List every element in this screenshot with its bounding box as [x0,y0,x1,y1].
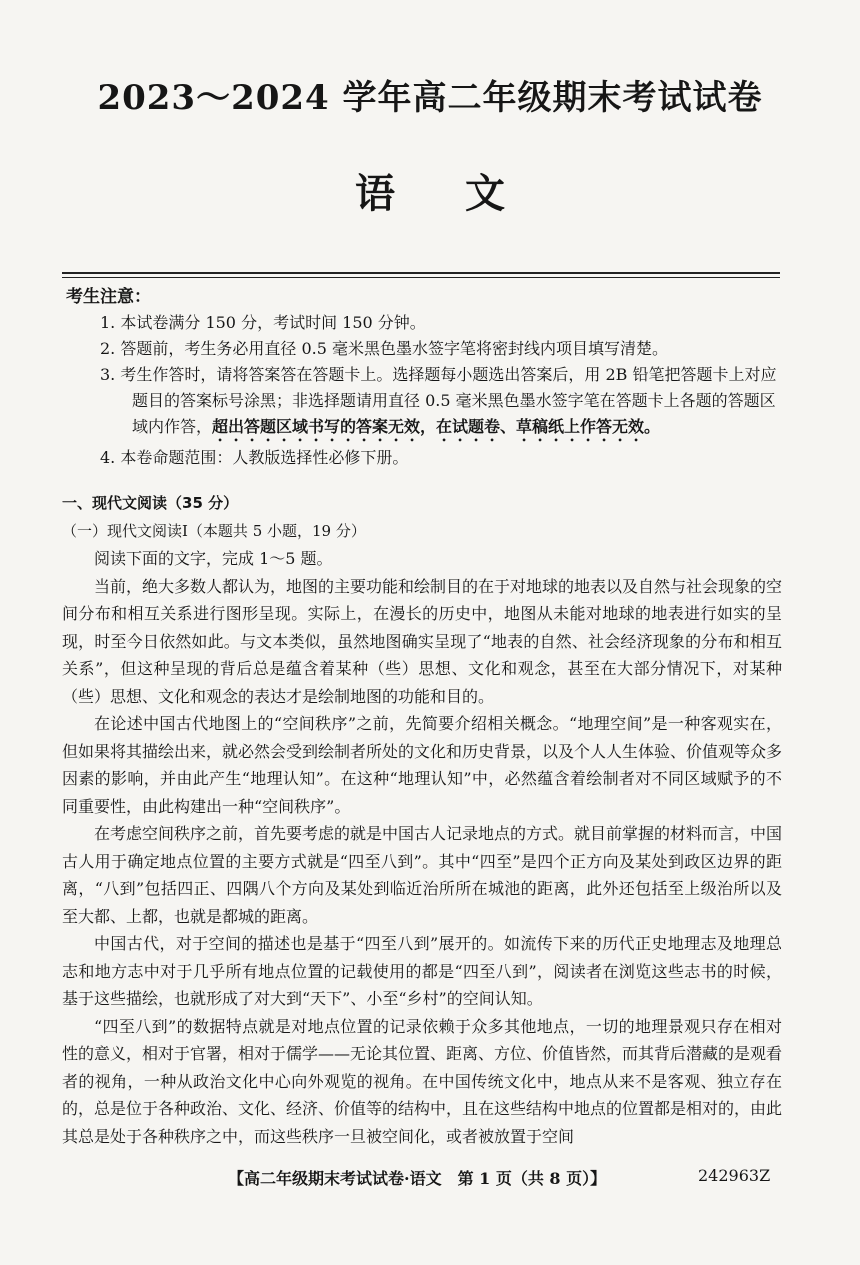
passage-paragraph-3: 在考虑空间秩序之前，首先要考虑的就是中国古人记录地点的方式。就目前掌握的材料而言，中国古人用于确定地点位置的主要方式就是“四至八到”。其中“四至”是四个正方向及某处到政区边界的距离，“八到”包括四正、四隅八个方向及某处到临近治所所在城池的距离，此外还包括至上级治所以及至大都、上都，也就是都城的距离。 [62,824,783,926]
notice-item-4: 4. 本卷命题范围：人教版选择性必修下册。 [100,448,409,467]
notice-item-3-text: 3. 考生作答时，请将答案答在答题卡上。选择题每小题选出答案后，用 2B 铅笔把答题卡上对应题目的答案标号涂黑；非选择题请用直径 0.5 毫米黑色墨水签字笔在答题卡上各题的答题区域内作答， [100,365,777,436]
notice-heading: 考生注意： [66,287,151,307]
passage-paragraph-5: “四至八到”的数据特点就是对地点位置的记录依赖于众多其他地点，一切的地理景观只存在相对性的意义，相对于官署，相对于儒学——无论其位置、距离、方位、价值皆然，而其背后潜藏的是观看者的视角，一种从政治文化中心向外观览的视角。在中国传统文化中，地点从来不是客观、独立存在的，总是位于各种政治、文化、经济、价值等的结构中，且在这些结构中地点的位置都是相对的，由此其总是处于各种秩序之中，而这些秩序一旦被空间化，或者被放置于空间 [62,1016,783,1146]
passage-paragraph-4: 中国古代，对于空间的描述也是基于“四至八到”展开的。如流传下来的历代正史地理志及地理总志和地方志中对于几乎所有地点位置的记载使用的都是“四至八到”，阅读者在浏览这些志书的时候，基于这些描绘，也就形成了对大到“天下”、小至“乡村”的空间认知。 [62,934,782,1008]
exam-title: 2023～2024 学年高二年级期末考试试卷 [97,78,763,118]
passage-paragraph-1: 当前，绝大多数人都认为，地图的主要功能和绘制目的在于对地球的地表以及自然与社会现象的空间分布和相互关系进行图形呈现。实际上，在漫长的历史中，地图从未能对地球的地表进行如实的呈现，时至今日依然如此。与文本类似，虽然地图确实呈现了“地表的自然、社会经济现象的分布和相互关系”，但这种呈现的背后总是蕴含着某种（些）思想、文化和观念，甚至在大部分情况下，对某种（些）思想、文化和观念的表达才是绘制地图的功能和目的。 [62,576,783,706]
reading-section [62,490,782,1150]
section-heading: 一、现代文阅读（35 分） [62,494,239,512]
footer-page-label: 【高二年级期末考试试卷·语文 第 1 页（共 8 页）】 [228,1169,607,1188]
header-divider [62,272,780,274]
notice-item-1: 1. 本试卷满分 150 分，考试时间 150 分钟。 [100,313,426,332]
footer-code: 242963Z [698,1166,771,1185]
notice-item-3-emphasis: 超出答题区域书写的答案无效，在试题卷、草稿纸上作答无效。 [212,417,661,436]
section-instruction: 阅读下面的文字，完成 1～5 题。 [94,549,333,568]
candidate-notice [66,284,786,471]
notice-item-2: 2. 答题前，考生务必用直径 0.5 毫米黑色墨水签字笔将密封线内项目填写清楚。 [100,339,668,358]
passage-paragraph-2: 在论述中国古代地图上的“空间秩序”之前，先简要介绍相关概念。“地理空间”是一种客观实在，但如果将其描绘出来，就必然会受到绘制者所处的文化和历史背景，以及个人人生体验、价值观等众多因素的影响，并由此产生“地理认知”。在这种“地理认知”中，必然蕴含着绘制者对不同区域赋予的不同重要性，由此构建出一种“空间秩序”。 [62,714,783,816]
section-subheading: （一）现代文阅读Ⅰ（本题共 5 小题，19 分） [62,521,366,540]
notice-item-3 [100,362,786,445]
header-divider-thin [62,277,780,278]
subject-title: 语文 [355,170,575,217]
